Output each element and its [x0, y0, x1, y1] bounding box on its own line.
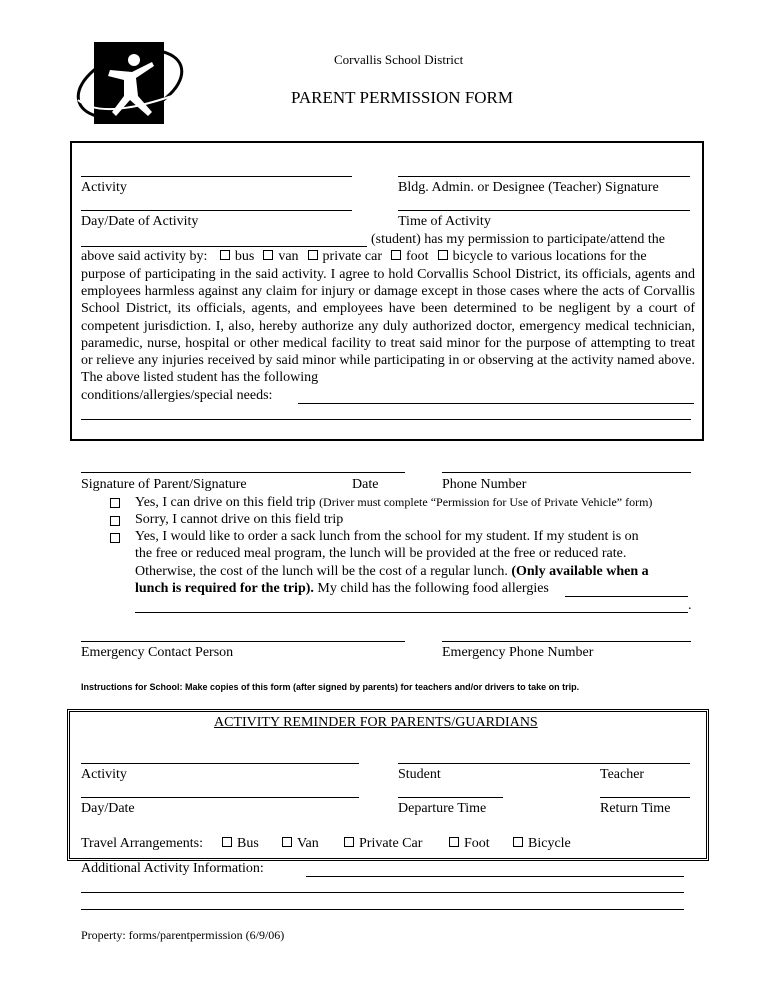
travel-bus: [220, 836, 259, 852]
lunch-line-2: the free or reduced meal program, the lunch will be provided at the free or reduced rate.: [135, 546, 627, 561]
form-title: PARENT PERMISSION FORM: [291, 88, 514, 107]
student-name-line[interactable]: [81, 246, 367, 247]
parent-phone-line[interactable]: [442, 472, 691, 473]
travel-bicycle-label: Bicycle: [528, 836, 571, 851]
parent-date-label: Date: [352, 477, 379, 492]
admin-signature-label: Bldg. Admin. or Designee (Teacher) Signature: [398, 180, 659, 195]
drive-no-label: Sorry, I cannot drive on this field trip: [135, 512, 344, 527]
return-time-label: Return Time: [600, 801, 671, 816]
food-allergies-period: .: [688, 598, 692, 613]
van-option: van: [278, 249, 299, 264]
food-allergies-line-2[interactable]: [135, 612, 688, 613]
bicycle-checkbox[interactable]: [438, 250, 448, 260]
emergency-contact-label: Emergency Contact Person: [81, 645, 234, 660]
travel-bus-label: Bus: [237, 836, 259, 851]
emergency-phone-label: Emergency Phone Number: [442, 645, 594, 660]
activity-label: Activity: [81, 180, 127, 195]
travel-arrangements-label: Travel Arrangements:: [81, 836, 203, 851]
parent-phone-label: Phone Number: [442, 477, 527, 492]
food-allergies-label: My child has the following food allergies: [317, 581, 549, 596]
van-checkbox[interactable]: [263, 250, 273, 260]
emergency-phone-line[interactable]: [442, 641, 691, 642]
reminder-student-teacher-line[interactable]: [398, 763, 690, 764]
travel-foot-checkbox[interactable]: [449, 837, 459, 847]
travel-bus-checkbox[interactable]: [222, 837, 232, 847]
conditions-line-1[interactable]: [298, 403, 694, 404]
parent-signature-label: Signature of Parent/Signature: [81, 477, 247, 492]
drive-no-checkbox[interactable]: [110, 516, 120, 526]
school-instructions: Instructions for School: Make copies of this form (after signed by parents) for teachers and/or drivers to take on trip.: [81, 682, 580, 692]
bus-option: bus: [234, 249, 255, 264]
drive-yes-checkbox[interactable]: [110, 498, 120, 508]
activity-line[interactable]: [81, 176, 352, 177]
drive-yes-row: [135, 494, 652, 511]
reminder-title: ACTIVITY REMINDER FOR PARENTS/GUARDIANS: [214, 715, 538, 730]
transport-options-row: [81, 249, 647, 265]
private-car-checkbox[interactable]: [308, 250, 318, 260]
reminder-student-label: Student: [398, 767, 441, 782]
district-name: Corvallis School District: [334, 52, 464, 67]
conditions-label: conditions/allergies/special needs:: [81, 388, 273, 403]
departure-time-label: Departure Time: [398, 801, 487, 816]
return-time-line[interactable]: [600, 797, 690, 798]
reminder-activity-line[interactable]: [81, 763, 359, 764]
bus-checkbox[interactable]: [220, 250, 230, 260]
lunch-line-4: [135, 581, 549, 597]
food-allergies-line-1[interactable]: [565, 596, 688, 597]
travel-van-checkbox[interactable]: [282, 837, 292, 847]
travel-private-car-label: Private Car: [359, 836, 423, 851]
liability-paragraph: purpose of participating in the said activity. I agree to hold Corvallis School District, its officials, agents and employees harmless against any claim for injury or damage except in those cases where the acts of Corvallis School District, its officials, agents, and employees have been determined to be negligent by a court of competent jurisdiction. I, also, hereby authorize any duly authorized doctor, emergency medical technician, paramedic, nurse, hospital or other medical facility to treat said minor for the purpose of attempting to treat or relieve any injuries received by said minor while participating in or observing at the activity named above. The above listed student has the following: [81, 267, 695, 386]
additional-info-line-1[interactable]: [306, 876, 684, 877]
transport-suffix: to various locations for the: [496, 249, 647, 264]
emergency-contact-line[interactable]: [81, 641, 405, 642]
drive-yes-label: Yes, I can drive on this field trip: [135, 495, 316, 510]
footer-property: Property: forms/parentpermission (6/9/06): [81, 928, 285, 942]
time-label: Time of Activity: [398, 214, 491, 229]
foot-checkbox[interactable]: [391, 250, 401, 260]
travel-foot-label: Foot: [464, 836, 490, 851]
transport-prefix: above said activity by:: [81, 249, 208, 264]
conditions-line-2[interactable]: [81, 419, 691, 420]
lunch-line-1: Yes, I would like to order a sack lunch from the school for my student. If my student is on: [135, 529, 639, 544]
bicycle-option: bicycle: [452, 249, 493, 264]
travel-private-car: [342, 836, 422, 852]
private-car-option: private car: [322, 249, 382, 264]
lunch-line-3: [135, 564, 649, 580]
travel-van-label: Van: [297, 836, 319, 851]
foot-option: foot: [406, 249, 429, 264]
time-line[interactable]: [398, 210, 690, 211]
travel-private-car-checkbox[interactable]: [344, 837, 354, 847]
lunch-checkbox[interactable]: [110, 533, 120, 543]
additional-info-line-2[interactable]: [81, 892, 684, 893]
day-date-label: Day/Date of Activity: [81, 214, 199, 229]
departure-time-line[interactable]: [398, 797, 503, 798]
reminder-activity-label: Activity: [81, 767, 127, 782]
drive-yes-note: (Driver must complete “Permission for Use of Private Vehicle” form): [319, 495, 653, 509]
reminder-day-date-line[interactable]: [81, 797, 359, 798]
additional-info-label: Additional Activity Information:: [81, 861, 264, 876]
lunch-cost-text: Otherwise, the cost of the lunch will be the cost of a regular lunch.: [135, 564, 508, 579]
parent-signature-line[interactable]: [81, 472, 405, 473]
travel-foot: [447, 836, 490, 852]
lunch-availability-note: (Only available when a: [511, 564, 649, 579]
lunch-required-note: lunch is required for the trip).: [135, 581, 314, 596]
travel-bicycle: [511, 836, 571, 852]
travel-bicycle-checkbox[interactable]: [513, 837, 523, 847]
additional-info-line-3[interactable]: [81, 909, 684, 910]
admin-signature-line[interactable]: [398, 176, 690, 177]
travel-van: [280, 836, 319, 852]
reminder-teacher-label: Teacher: [600, 767, 645, 782]
reminder-day-date-label: Day/Date: [81, 801, 135, 816]
student-line-suffix: (student) has my permission to participate/attend the: [371, 232, 665, 247]
district-logo: [72, 40, 192, 126]
day-date-line[interactable]: [81, 210, 352, 211]
